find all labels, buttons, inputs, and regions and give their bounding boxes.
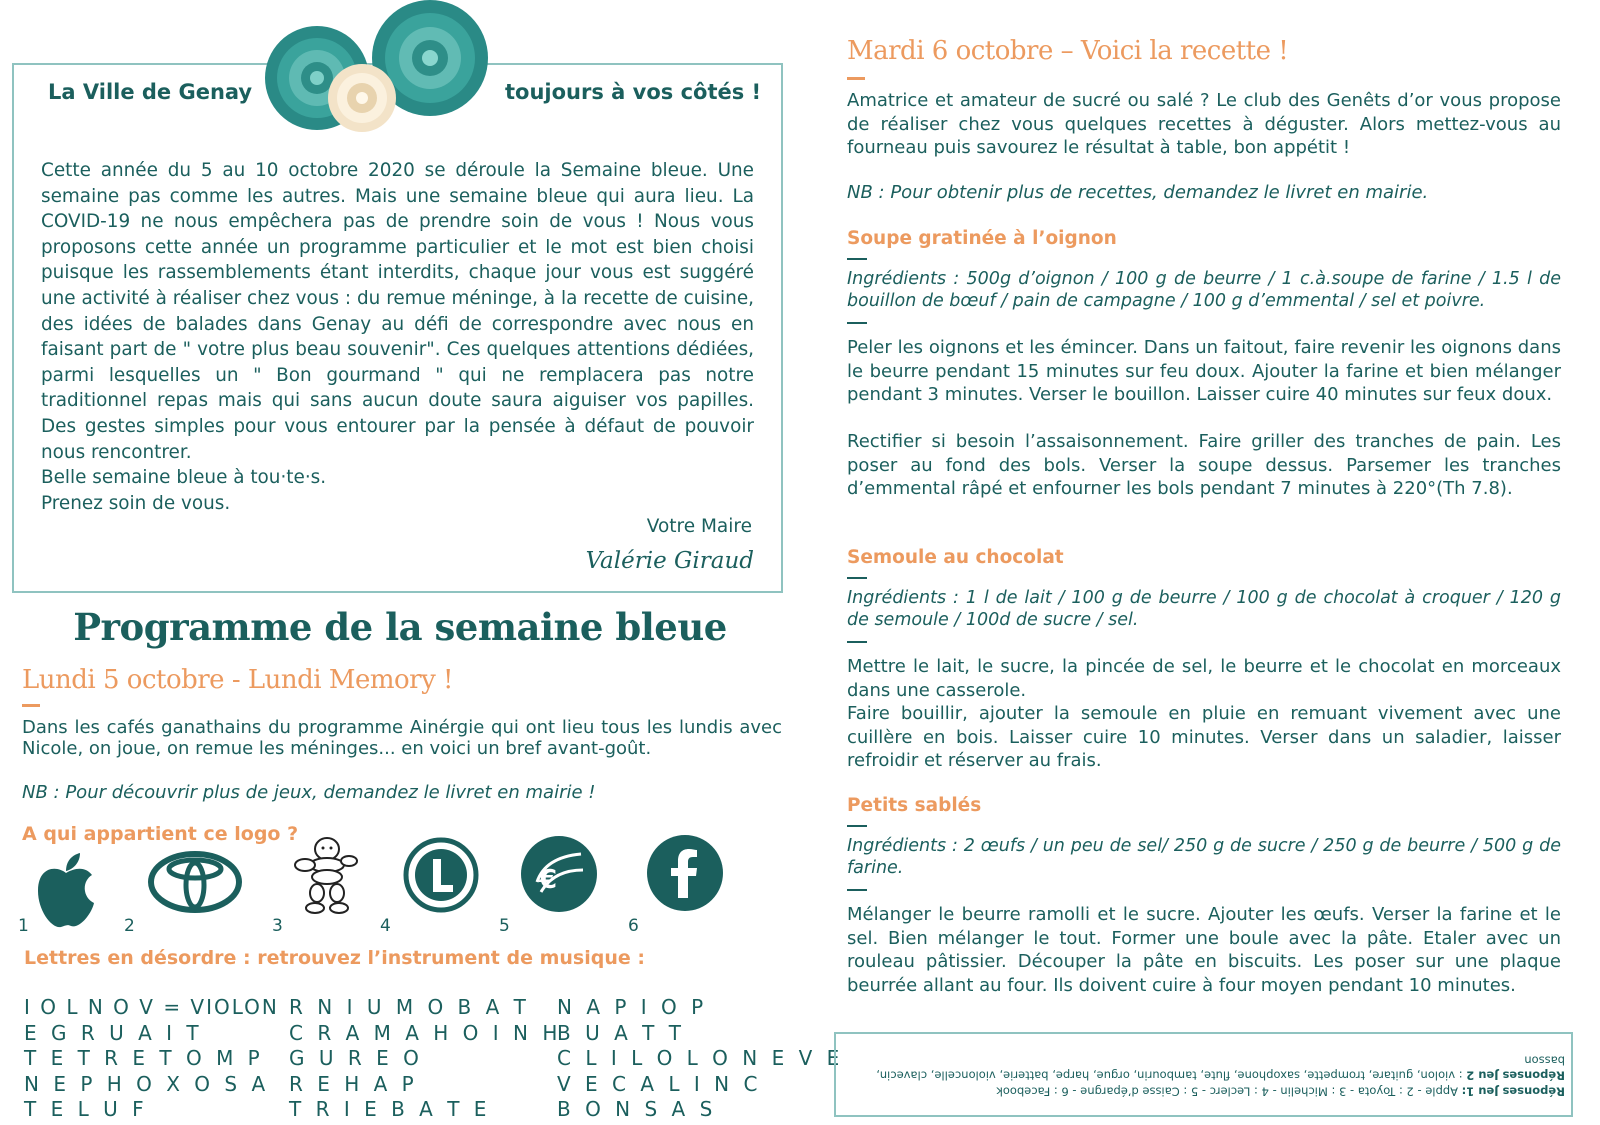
scramble-word: N A P I O P: [557, 995, 708, 1019]
answers-line-1: [850, 1083, 1565, 1099]
answers-label-1: Réponses Jeu 1:: [1461, 1084, 1565, 1099]
recipe-title: Soupe gratinée à l’oignon: [847, 228, 1117, 249]
recipe-ingredients: Ingrédients : 500g d’oignon / 100 g de beurre / 1 c.à.soupe de farine / 1.5 l de bouillon de bœuf / pain de campagne / 100 g d’emmental / sel et poivre.: [847, 269, 1561, 311]
facebook-icon: [646, 834, 724, 912]
recipe-divider: [847, 641, 867, 643]
scramble-word: R E H A P: [289, 1071, 418, 1096]
recipe-divider: [847, 322, 867, 324]
monday-text: Dans les cafés ganathains du programme Ainérgie qui ont lieu tous les lundis avec Nicole, on joue, on remue les méninges... en voici un bref avant-goût.: [22, 717, 782, 759]
logo-number: 6: [628, 916, 639, 936]
michelin-icon: [291, 835, 359, 915]
letter-paragraph: Cette année du 5 au 10 octobre 2020 se déroule la Semaine bleue. Une semaine pas comme les autres. Mais une semaine bleue qui aura lieu. La COVID-19 ne nous empêchera pas de prendre soin de vous ! Nous vous proposons cette année un programme particulier et le mot est bien choisi puisque les rassemblements étant interdits, chaque jour vous est suggéré une activité à réaliser chez vous : du remue méninge, à la recette de cuisine, des idées de balades dans Genay au défi de correspondre avec nous en faisant part de " votre plus beau souvenir". Ces quelques attentions dédiées, parmi lesquelles un " Bon gourmand " qui ne remplacera pas notre traditionnel repas mais qui sans aucun doute saura aiguiser vos papilles. Des gestes simples pour vous entourer par la pensée à défaut de pouvoir nous rencontrer.: [41, 160, 754, 463]
scramble-word: I O L N O V = VIOLON: [24, 995, 279, 1019]
roses-illustration: [262, 0, 490, 133]
toyota-icon: [148, 851, 242, 913]
logo-number: 4: [380, 916, 391, 936]
monday-title: Lundi 5 octobre - Lundi Memory !: [22, 665, 454, 695]
tuesday-title: Mardi 6 octobre – Voici la recette !: [847, 36, 1289, 66]
recipe-divider: [847, 258, 867, 260]
recipe-title: Petits sablés: [847, 795, 982, 816]
scramble-word: T E T R E T O M P: [24, 1046, 264, 1071]
scramble-column-1: [24, 995, 279, 1123]
logo-number: 1: [18, 916, 29, 936]
answers-text-1: Apple - 2 : Toyota - 3 : Michelin - 4 : Leclerc - 5 : Caisse d’épargne - 6 : Facebook: [996, 1084, 1458, 1099]
box-title-right: toujours à vos côtés !: [505, 80, 762, 104]
recipe-ingredients: Ingrédients : 2 œufs / un peu de sel/ 250 g de sucre / 250 g de beurre / 500 g de farine.: [847, 836, 1561, 878]
answers-label-2: Réponses Jeu 2: [1466, 1069, 1565, 1083]
leclerc-icon: [403, 837, 479, 913]
signature-title: Votre Maire: [646, 516, 752, 537]
recipe-divider: [847, 577, 867, 579]
signature-name: Valérie Giraud: [585, 548, 754, 574]
recipe-steps: Peler les oignons et les émincer. Dans un faitout, faire revenir les oignons dans le beurre pendant 15 minutes sur feu doux. Ajouter la farine et bien mélanger pendant 3 minutes. Verser le bouillon. Laisser cuire 40 minutes sur feux doux.: [847, 337, 1561, 405]
scramble-word: R N I U M O B A T: [289, 995, 530, 1019]
recipe-divider: [847, 825, 867, 827]
programme-title: Programme de la semaine bleue: [73, 605, 727, 649]
answers-line-2: [850, 1052, 1565, 1083]
scramble-word: T R I E B A T E: [289, 1097, 491, 1122]
scramble-word: E G R U A I T: [24, 1020, 203, 1045]
scramble-word: C R A M A H O I N H: [289, 1020, 562, 1045]
scramble-word: B O N S A S: [557, 1097, 717, 1122]
monday-underline: [22, 704, 40, 707]
answers-upside-down: [850, 1052, 1565, 1099]
recipe-steps: Mettre le lait, le sucre, la pincée de sel, le beurre et le chocolat en morceaux dans une casserole.: [847, 656, 1561, 701]
letter-paragraph: Prenez soin de vous.: [41, 492, 231, 514]
caisse-epargne-icon: [519, 834, 599, 914]
logo-number: 5: [499, 916, 510, 936]
rose-white: [328, 64, 396, 132]
monday-note: NB : Pour découvrir plus de jeux, demandez le livret en mairie !: [22, 782, 596, 803]
scramble-word: V E C A L I N C: [557, 1071, 762, 1096]
logo-question: A qui appartient ce logo ?: [22, 823, 299, 845]
scramble-word: G U R E O: [289, 1046, 423, 1071]
tuesday-underline: [847, 77, 865, 80]
recipe-title: Semoule au chocolat: [847, 547, 1064, 568]
recipe-steps: Rectifier si besoin l’assaisonnement. Faire griller des tranches de pain. Les poser au fond des bols. Verser la soupe dessus. Parsemer les tranches d’emmental râpé et enfourner les bols pendant 7 minutes à 220°(Th 7.8).: [847, 431, 1561, 499]
apple-icon: [34, 853, 98, 929]
tuesday-intro: Amatrice et amateur de sucré ou salé ? Le club des Genêts d’or vous propose de réaliser chez vous quelques recettes à déguster. Alors mettez-vous au fourneau puis savourez le résultat à table, bon appétit !: [847, 90, 1561, 158]
scramble-word: B U A T T: [557, 1020, 685, 1045]
scramble-column-2: [289, 995, 561, 1123]
tuesday-note: NB : Pour obtenir plus de recettes, demandez le livret en mairie.: [847, 182, 1429, 203]
scramble-word: T E L U F: [24, 1097, 148, 1122]
scramble-title: Lettres en désordre : retrouvez l’instrument de musique :: [24, 947, 645, 969]
logo-number: 3: [272, 916, 283, 936]
svg-text:€: €: [539, 865, 558, 895]
recipe-ingredients: Ingrédients : 1 l de lait / 100 g de beurre / 100 g de chocolat à croquer / 120 g de semoule / 100d de sucre / sel.: [847, 588, 1561, 630]
mayor-letter: [41, 158, 754, 516]
letter-paragraph: Belle semaine bleue à tou·te·s.: [41, 467, 327, 489]
recipe-steps: Mélanger le beurre ramolli et le sucre. Ajouter les œufs. Verser la farine et le sel. Bien mélanger le tout. Former une boule avec la pâte. Etaler avec un rouleau pâtissier. Découper la pâte en biscuits. Les poser sur une plaque beurrée allant au four. Ils doivent cuire à four moyen pendant 10 minutes.: [847, 904, 1561, 996]
recipe-steps: Faire bouillir, ajouter la semoule en pluie en remuant vivement avec une cuillère en bois. Laisser cuire 10 minutes. Verser dans un saladier, laisser refroidir et réserver au frais.: [847, 703, 1561, 771]
scramble-word: N E P H O X O S A: [24, 1071, 270, 1096]
answers-text-2: : violon, guitare, trompette, saxophone, flute, tambourin, orgue, harpe, batterie, violoncelle, clavecin, basson: [876, 1053, 1565, 1083]
scramble-word: C L I L O L O N E V E: [557, 1046, 844, 1071]
logo-number: 2: [124, 916, 135, 936]
recipe-divider: [847, 889, 867, 891]
scramble-column-3: [557, 995, 843, 1123]
box-title-left: La Ville de Genay: [48, 80, 253, 104]
